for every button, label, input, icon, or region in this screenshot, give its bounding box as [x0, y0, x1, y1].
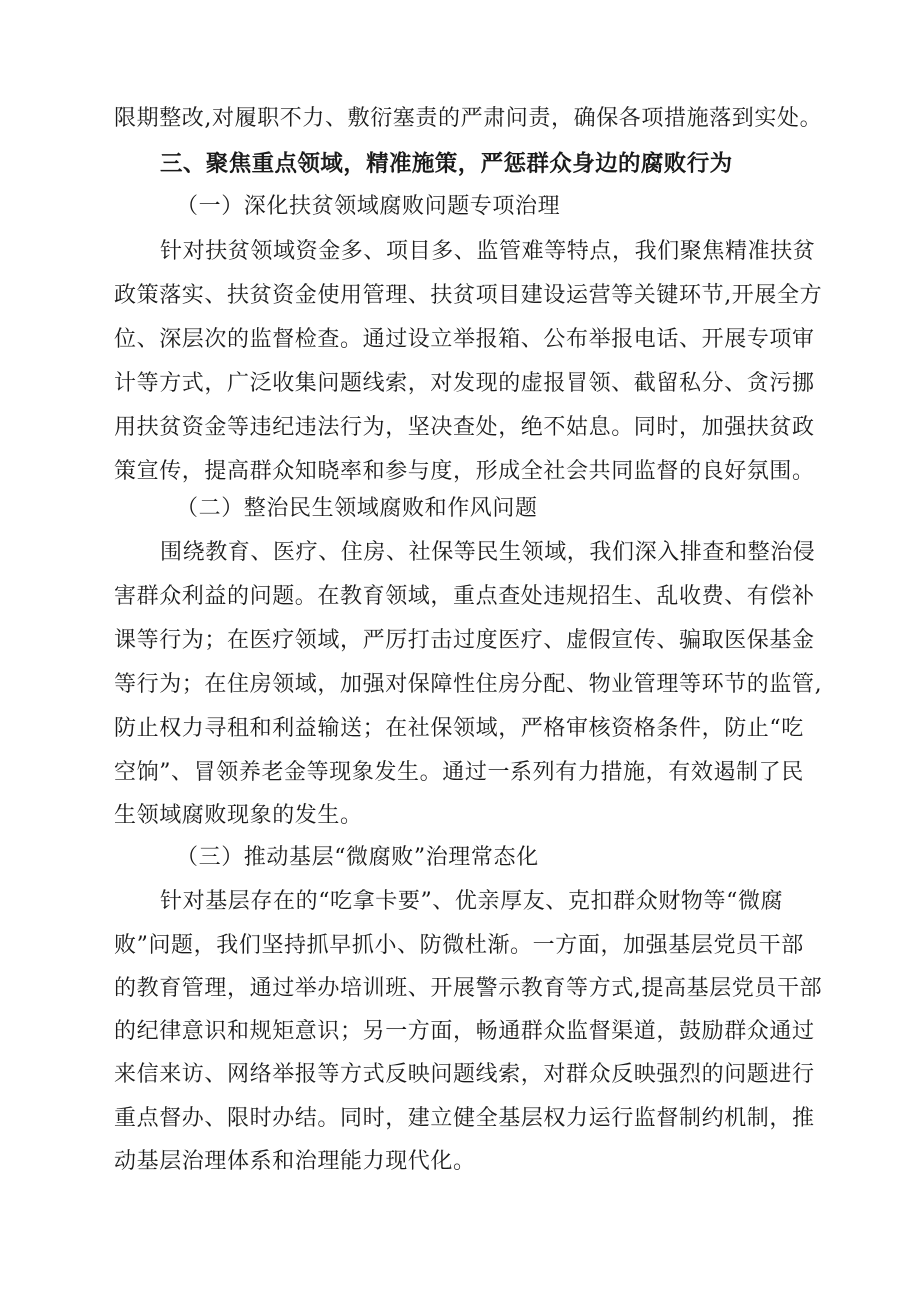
section-heading: 三、聚焦重点领域，精准施策，严惩群众身边的腐败行为	[160, 151, 733, 177]
paragraph-line: 的教育管理，通过举办培训班、开展警示教育等方式,提高基层党员干部	[114, 976, 823, 1001]
paragraph-line: 害群众利益的问题。在教育领域，重点查处违规招生、乱收费、有偿补	[114, 584, 815, 609]
paragraph-line: 败”问题，我们坚持抓早抓小、防微杜渐。一方面，加强基层党员干部	[114, 933, 804, 958]
paragraph-line: 等行为；在住房领域，加强对保障性住房分配、物业管理等环节的监管,	[114, 672, 823, 697]
paragraph-line: 重点督办、限时办结。同时，建立健全基层权力运行监督制约机制，推	[114, 1106, 815, 1131]
paragraph-line: 针对扶贫领域资金多、项目多、监管难等特点，我们聚焦精准扶贫	[160, 239, 816, 264]
paragraph-line: 动基层治理体系和治理能力现代化。	[114, 1149, 476, 1174]
subsection-heading: （二）整治民生领域腐败和作风问题	[176, 496, 538, 521]
paragraph-line: 用扶贫资金等违纪违法行为，坚决查处，绝不姑息。同时，加强扶贫政	[114, 415, 815, 440]
paragraph-line: 计等方式，广泛收集问题线索，对发现的虚报冒领、截留私分、贪污挪	[114, 371, 815, 396]
paragraph-line: 围绕教育、医疗、住房、社保等民生领域，我们深入排查和整治侵	[160, 540, 816, 565]
paragraph-line: 策宣传，提高群众知晓率和参与度，形成全社会共同监督的良好氛围。	[114, 459, 815, 484]
subsection-heading: （一）深化扶贫领域腐败问题专项治理	[176, 194, 561, 219]
paragraph-line: 的纪律意识和规矩意识；另一方面，畅通群众监督渠道，鼓励群众通过	[114, 1019, 815, 1044]
paragraph-line: 位、深层次的监督检查。通过设立举报箱、公布举报电话、开展专项审	[114, 327, 815, 352]
subsection-heading: （三）推动基层“微腐败”治理常态化	[176, 845, 539, 870]
paragraph-line: 政策落实、扶贫资金使用管理、扶贫项目建设运营等关键环节,开展全方	[114, 283, 823, 308]
paragraph-line: 防止权力寻租和利益输送；在社保领域，严格审核资格条件，防止“吃	[114, 716, 804, 741]
paragraph-line: 来信来访、网络举报等方式反映问题线索，对群众反映强烈的问题进行	[114, 1062, 815, 1087]
paragraph-line: 空饷”、冒领养老金等现象发生。通过一系列有力措施，有效遏制了民	[114, 760, 804, 785]
paragraph-line: 限期整改,对履职不力、敷衍塞责的严肃问责，确保各项措施落到实处。	[114, 106, 823, 131]
paragraph-line: 生领域腐败现象的发生。	[114, 803, 363, 828]
paragraph-line: 课等行为；在医疗领域，严厉打击过度医疗、虚假宣传、骗取医保基金	[114, 628, 815, 653]
paragraph-line: 针对基层存在的“吃拿卡要”、优亲厚友、克扣群众财物等“微腐	[160, 889, 784, 914]
